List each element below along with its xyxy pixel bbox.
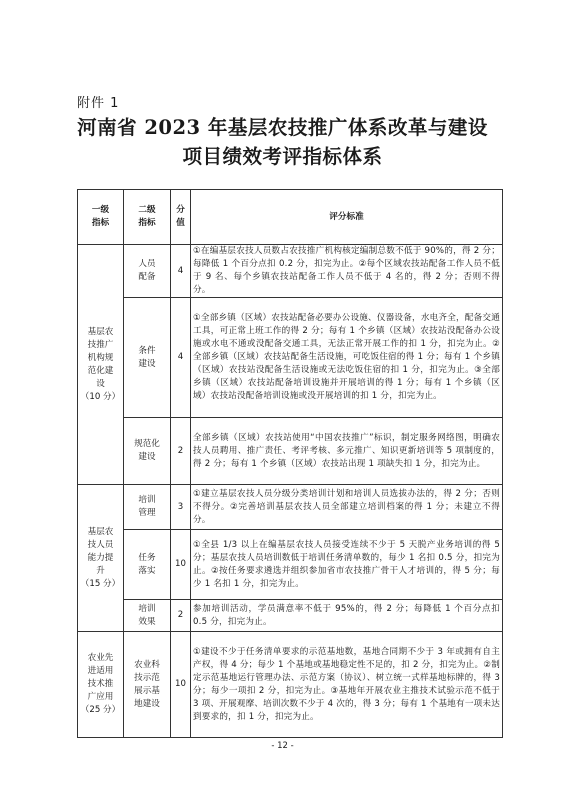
level2-cell: 规范化 建设: [124, 418, 171, 485]
score-cell: 4: [171, 298, 191, 418]
score-cell: 3: [171, 485, 191, 530]
criteria-cell: 参加培训活动，学员满意率不低于 95%的，得 2 分；每降低 1 个百分点扣 0.5 分，扣完为止。: [191, 600, 503, 632]
table-row: [78, 485, 503, 530]
score-cell: 10: [171, 530, 191, 600]
score-cell: 10: [171, 632, 191, 738]
level2-cell: 培训 管理: [124, 485, 171, 530]
criteria-cell: 全部乡镇（区域）农技站使用“中国农技推广”标识，制定服务网络图，明确农技人员聘用、推广责任、考评考核、多元推广、知识更新培训等 5 项制度的，得 2 分；每有 1 个乡镇（区域）农技站出现 1 项缺失扣 1 分，扣完为止。: [191, 418, 503, 485]
level2-cell: 人员 配备: [124, 245, 171, 298]
header-score: 分 值: [171, 190, 191, 245]
criteria-cell: ①建设不少于任务清单要求的示范基地数，基地合同期不少于 3 年或拥有自主产权，得 4 分；每少 1 个基地或基地稳定性不足的，扣 2 分，扣完为止。②制定示范基地运行管理办法、示范方案（协议）、树立统一式样基地标牌的，得 3 分；每少一项扣 2 分，扣完为止。③基地年开展农业主推技术试验示范不低于 3 项、开展观摩、培训次数不少于 4 次的，得 3 分；每有 1 个基地有一项未达到要求的，扣 1 分，扣完为止。: [191, 632, 503, 738]
criteria-cell: ①建立基层农技人员分级分类培训计划和培训人员选拔办法的，得 2 分；否则不得分。②完善培训基层农技人员全部建立培训档案的得 1 分；未建立不得分。: [191, 485, 503, 530]
header-level1: 一级 指标: [78, 190, 124, 245]
attachment-label: 附件 1: [77, 96, 120, 111]
table-row: [78, 632, 503, 738]
document-title-line1: 河南省 2023 年基层农技推广体系改革与建设: [77, 116, 488, 139]
header-criteria: 评分标准: [191, 190, 503, 245]
table-row: [78, 245, 503, 298]
score-cell: 2: [171, 600, 191, 632]
table-header-row: [78, 190, 503, 245]
evaluation-table: [77, 189, 503, 738]
criteria-cell: ①全县 1/3 以上在编基层农技人员接受连续不少于 5 天脱产业务培训的得 5 分；基层农技人员培训数低于培训任务清单数的，每少 1 名扣 0.5 分，扣完为止。②按任务要求遴选并组织参加省市农技推广骨干人才培训的，得 5 分；每少 1 名扣 1 分，扣完为止。: [191, 530, 503, 600]
table-row: [78, 530, 503, 600]
page-number: - 12 -: [271, 741, 294, 751]
score-cell: 2: [171, 418, 191, 485]
table-row: [78, 418, 503, 485]
level1-cell: 基层农 技人员 能力提 升 （15 分）: [78, 485, 124, 632]
table-row: [78, 298, 503, 418]
score-cell: 4: [171, 245, 191, 298]
criteria-cell: ①在编基层农技人员数占农技推广机构核定编制总数不低于 90%的，得 2 分；每降低 1 个百分点扣 0.2 分，扣完为止。②每个区域农技站配备工作人员不低于 9 名、每个乡镇农技站配备工作人员不低于 4 名的，得 2 分；否则不得分。: [191, 245, 503, 298]
level2-cell: 培训 效果: [124, 600, 171, 632]
level1-cell: 基层农 技推广 机构规 范化建 设 （10 分）: [78, 245, 124, 485]
level2-cell: 任务 落实: [124, 530, 171, 600]
document-title-line2: 项目绩效考评指标体系: [182, 145, 383, 168]
level2-cell: 农业科 技示范 展示基 地建设: [124, 632, 171, 738]
table-row: [78, 600, 503, 632]
criteria-cell: ①全部乡镇（区域）农技站配备必要办公设施、仪器设备，水电齐全，配备交通工具，可正常上班工作的得 2 分；每有 1 个乡镇（区域）农技站没配备办公设施或水电不通或没配备交通工具，无法正常开展工作的扣 1 分，扣完为止。②全部乡镇（区域）农技站配备生活设施，可吃饭住宿的得 1 分；每有 1 个乡镇（区域）农技站没配备生活设施或无法吃饭住宿的扣 1 分，扣完为止。③全部乡镇（区域）农技站配备培训设施并开展培训的得 1 分；每有 1 个乡镇（区域）农技站没配备培训设施或没开展培训的扣 1 分，扣完为止。: [191, 298, 503, 418]
level2-cell: 条件 建设: [124, 298, 171, 418]
level1-cell: 农业先 进适用 技术推 广应用 （25 分）: [78, 632, 124, 738]
header-level2: 二级 指标: [124, 190, 171, 245]
